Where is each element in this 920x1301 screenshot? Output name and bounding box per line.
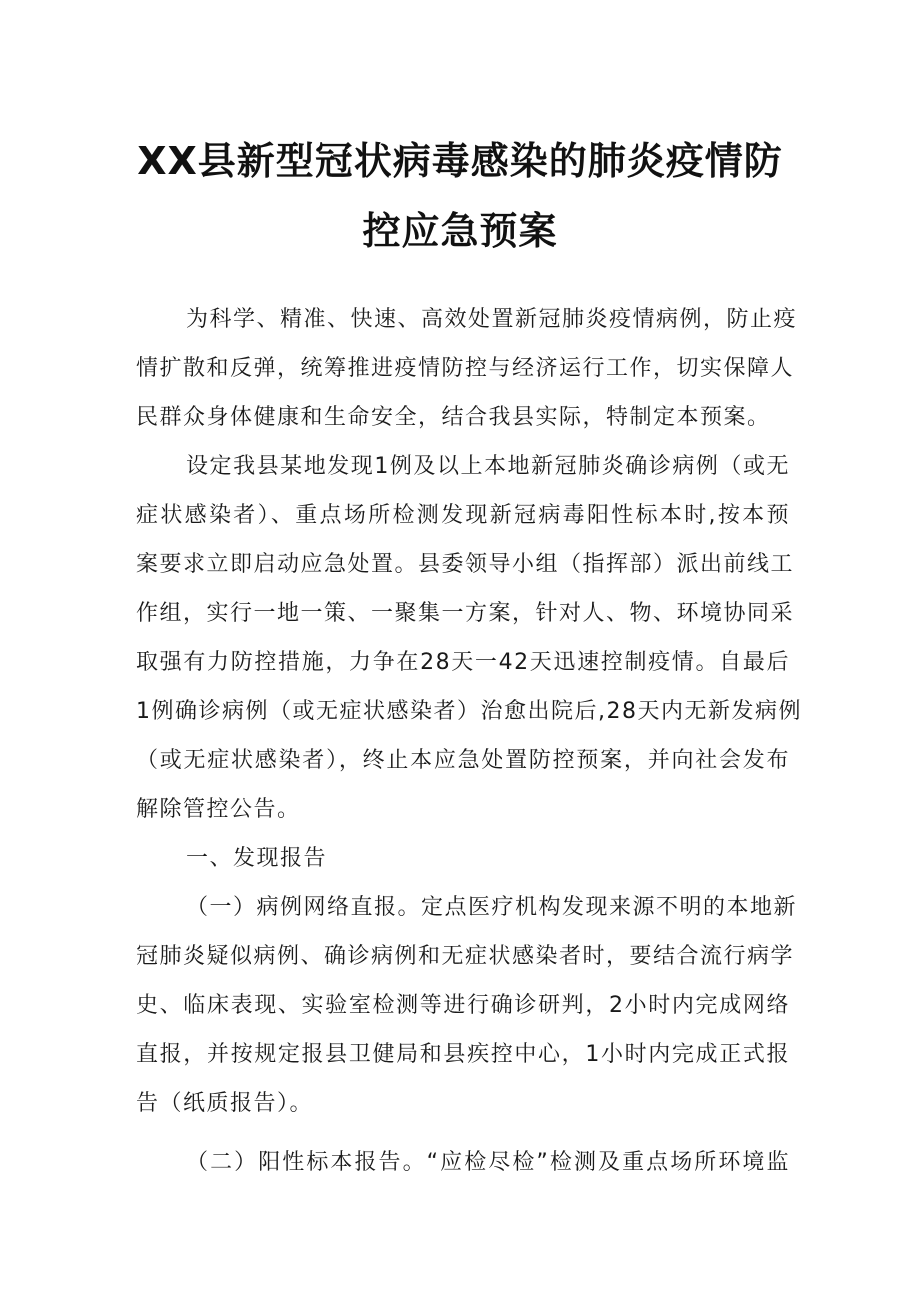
paragraph-line: （一）病例网络直报。定点医疗机构发现来源不明的本地新 bbox=[186, 895, 798, 920]
document-title-line-2: 控应急预案 bbox=[362, 209, 558, 253]
paragraph-line: 取强有力防控措施，力争在28天一42天迅速控制疫情。自最后 bbox=[136, 650, 790, 675]
paragraph-line: 设定我县某地发现1例及以上本地新冠肺炎确诊病例（或无 bbox=[186, 454, 790, 479]
paragraph-line: 作组，实行一地一策、一聚集一方案，针对人、物、环境协同采 bbox=[136, 601, 795, 626]
paragraph-line: 案要求立即启动应急处置。县委领导小组（指挥部）派出前线工 bbox=[136, 552, 795, 577]
paragraph-line: （或无症状感染者），终止本应急处置防控预案，并向社会发布 bbox=[136, 748, 790, 773]
paragraph-line: 直报，并按规定报县卫健局和县疾控中心，1小时内完成正式报 bbox=[136, 1042, 790, 1067]
paragraph-line: （二）阳性标本报告。“应检尽检”检测及重点场所环境监 bbox=[186, 1150, 790, 1175]
paragraph-line: 民群众身体健康和生命安全，结合我县实际，特制定本预案。 bbox=[136, 405, 771, 430]
paragraph-line: 告（纸质报告）。 bbox=[136, 1091, 314, 1116]
paragraph-line: 情扩散和反弹，统筹推进疫情防控与经济运行工作，切实保障人 bbox=[136, 356, 795, 381]
paragraph-line: 症状感染者）、重点场所检测发现新冠病毒阳性标本时,按本预 bbox=[136, 503, 790, 528]
document-title-line-1: XX县新型冠状病毒感染的肺炎疫情防 bbox=[137, 139, 783, 183]
paragraph-line: 1例确诊病例（或无症状感染者）治愈出院后,28天内无新发病例 bbox=[136, 699, 802, 724]
paragraph-line: 冠肺炎疑似病例、确诊病例和无症状感染者时，要结合流行病学 bbox=[136, 944, 795, 969]
paragraph-line: 解除管控公告。 bbox=[136, 797, 301, 822]
paragraph-line: 为科学、精准、快速、高效处置新冠肺炎疫情病例，防止疫 bbox=[186, 307, 798, 332]
paragraph-line: 史、临床表现、实验室检测等进行确诊研判，2小时内完成网络 bbox=[136, 993, 790, 1018]
section-heading: 一、发现报告 bbox=[186, 846, 328, 871]
